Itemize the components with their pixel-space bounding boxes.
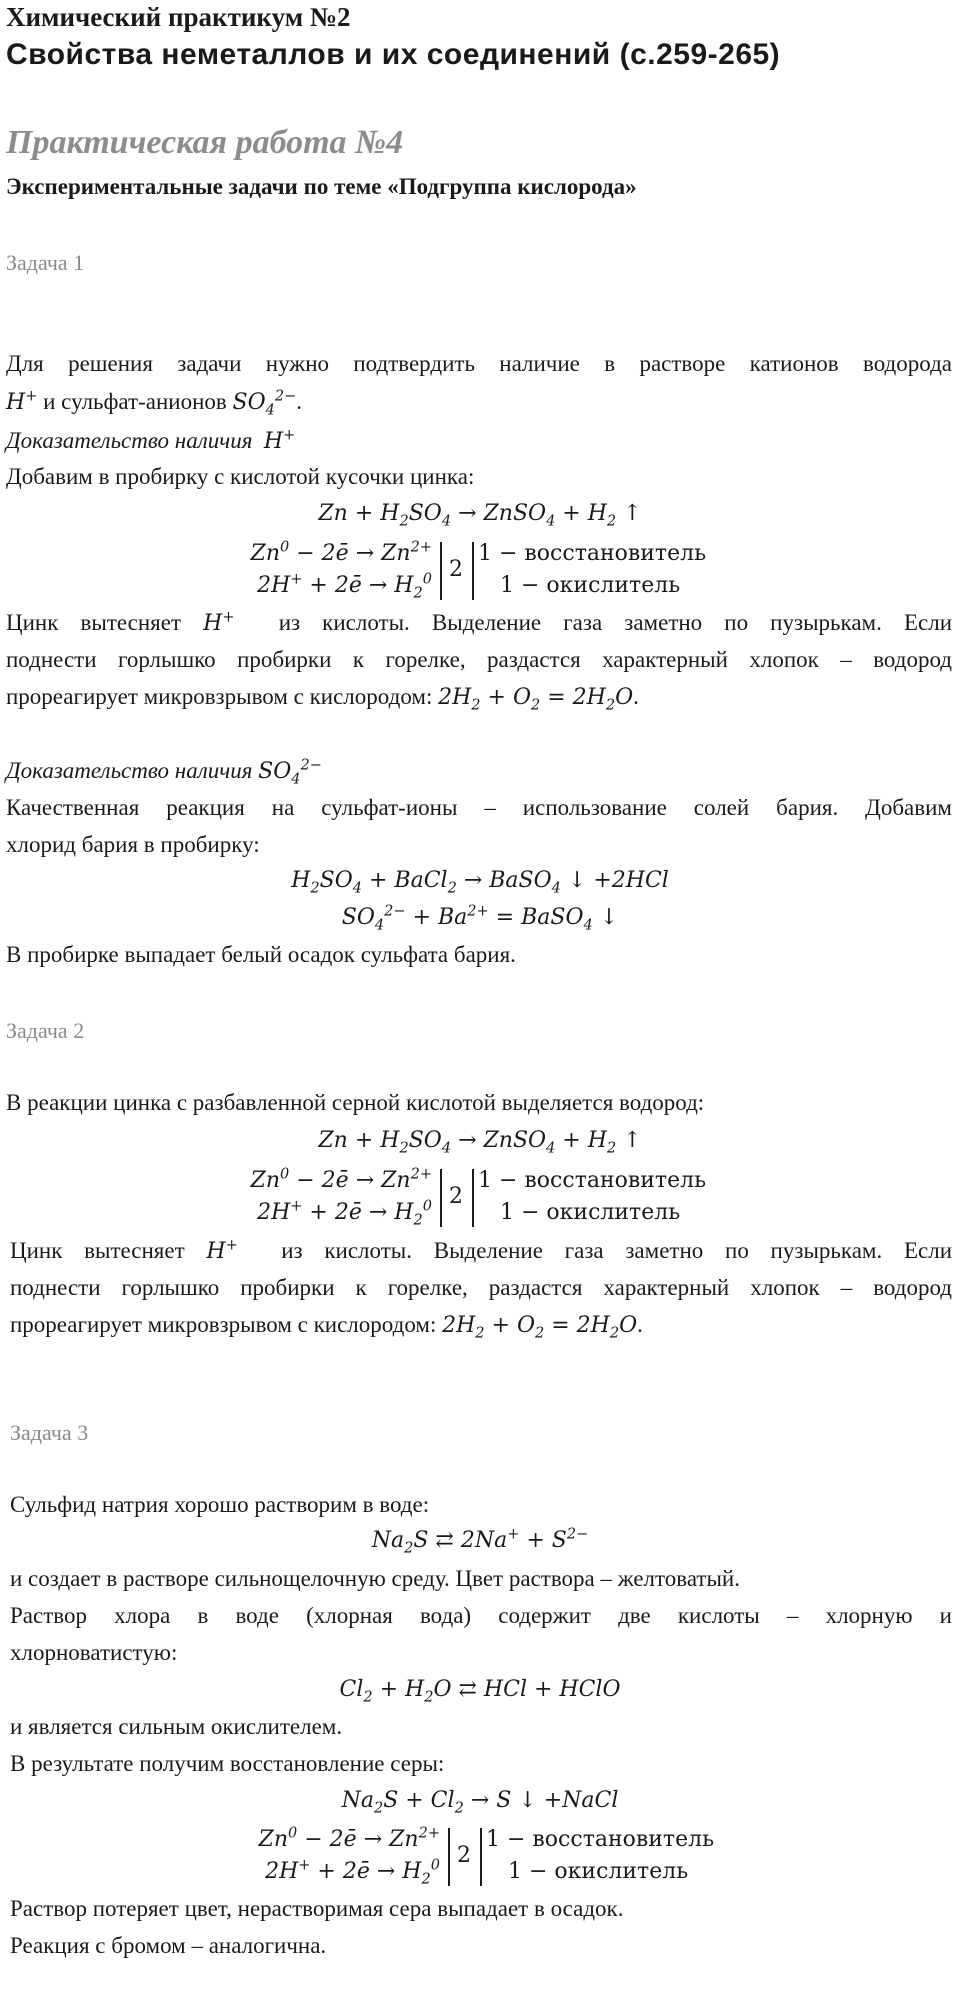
task1-barium-line1: Качественная реакция на сульфат-ионы – использование солей бария. Добавим: [6, 795, 952, 820]
equation-zn-h2so4-task2: $Zn + H_2SO_4$ → ZnSO$_4$ + $H_2$ ↑: [318, 1128, 642, 1157]
task3-line4: хлорноватистую:: [10, 1640, 178, 1665]
task2-zinc-paragraph-1: Цинк вытесняет H+ из кислоты. Выделение газа заметно по пузырькам. Если: [10, 1237, 953, 1264]
task1-proof-so4-heading: Доказательство наличия $SO_4^{2-}$: [6, 757, 322, 788]
practicum-title: Химический практикум №2: [6, 2, 351, 32]
task1-intro-line2: H+ и сульфат-анионов $SO_4^{2-}$.: [6, 388, 303, 419]
task1-add-zinc: Добавим в пробирку с кислотой кусочки цинка:: [6, 464, 475, 489]
task3-line3: Раствор хлора в воде (хлорная вода) содержит две кислоты – хлорную и: [10, 1603, 952, 1628]
task3-line8: Реакция с бромом – аналогична.: [10, 1933, 327, 1958]
formula-h-plus: H+: [6, 388, 38, 415]
task3-line1: Сульфид натрия хорошо растворим в воде:: [10, 1492, 430, 1517]
task1-intro-line1: Для решения задачи нужно подтвердить наличие в растворе катионов водорода: [6, 351, 952, 376]
task3-line7: Раствор потеряет цвет, нерастворимая сера выпадает в осадок.: [10, 1896, 624, 1921]
document-page: Химический практикум №2 Свойства неметаллов и их соединений (с.259-265) Практическая работа №4 Экспериментальные задачи по теме «Подгруппа кислорода» Задача 1 Для решения задачи нужно подтвердить наличие в растворе катионов водорода H+ и сульфат-анионов $SO_4^{2-}$. Доказательство наличия H+ Добавим в пробирку с кислотой кусочки цинка: $Zn + H_2SO_4$ → ZnSO$_4$ + $H_2$ ↑ $Zn^0$ − 2ē → $Zn^{2+}$ 2H+ + 2ē → $H_2^0$ 2 1 − восстановитель 1 − окислитель Цинк вытесняет H+ из кислоты. Выделение газа заметно по пузырькам. Если поднести горлышко пробирки к горелке, раздастся характерный хлопок – водород прореагирует микровзрывом с кислородом: $2H_2 + O_2 = 2H_2O$. Доказательство наличия $SO_4^{2-}$ Качественная реакция на сульфат-ионы – использование солей бария. Добавим хлорид бария в пробирку: $H_2SO_4$ + BaCl$_2$ → BaSO$_4$ ↓ +2HCl $SO_4^{2-} + Ba^{2+}$ = BaSO$_4$ ↓ В пробирке выпадает белый осадок сульфата бария. Задача 2 В реакции цинка с разбавленной серной кислотой выделяется водород: $Zn + H_2SO_4$ → ZnSO$_4$ + $H_2$ ↑ $Zn^0$ − 2ē → $Zn^{2+}$ 2H+ + 2ē → $H_2^0$ 2 1 − восстановитель 1 − окислитель Цинк вытесняет H+ из кислоты. Выделение газа заметно по пузырькам. Если поднести горлышко пробирки к горелке, раздастся характерный хлопок – водород прореагирует микровзрывом с кислородом: $2H_2 + O_2 = 2H_2O$. Задача 3 Сульфид натрия хорошо растворим в воде: $Na_2S$ ⇄ $2Na^+ + S^{2-}$ и создает в растворе сильнощелочную среду. Цвет раствора – желтоватый. Раствор хлора в воде (хлорная вода) содержит две кислоты – хлорную и хлорноватистую: $Cl_2 + H_2O$ ⇄ HCl + HClO и является сильным окислителем. В результате получим восстановление серы: $Na_2S + Cl_2 \to S$ ↓ +NaCl $Zn^0$ − 2ē → $Zn^{2+}$ 2H+ + 2ē → $H_2^0$ 2 1 − восстановитель 1 − окислитель Раствор потеряет цвет, нерастворимая сера выпадает в осадок. Реакция с бромом – аналогична.: [0, 0, 960, 2000]
work-subtitle: Экспериментальные задачи по теме «Подгруппа кислорода»: [6, 174, 637, 199]
task1-zinc-paragraph-1: Цинк вытесняет H+ из кислоты. Выделение газа заметно по пузырькам. Если: [6, 609, 953, 636]
task2-heading: Задача 2: [6, 1018, 85, 1043]
task2-zinc-paragraph-3: прореагирует микровзрывом с кислородом: $2H_2 + O_2 = 2H_2O$.: [10, 1312, 643, 1342]
equation-h2so4-bacl2: $H_2SO_4$ + BaCl$_2$ → BaSO$_4$ ↓ +2HCl: [291, 868, 669, 897]
formula-so4: $SO_4^{2-}$: [232, 388, 297, 419]
task2-zinc-paragraph-2: поднести горлышко пробирки к горелке, раздастся характерный хлопок – водород: [10, 1275, 952, 1300]
task1-precipitate-text: В пробирке выпадает белый осадок сульфата бария.: [6, 942, 516, 967]
task1-proof-h-heading: Доказательство наличия H+: [6, 427, 296, 454]
task3-line2: и создает в растворе сильнощелочную среду. Цвет раствора – желтоватый.: [10, 1566, 740, 1591]
equation-na2s-dissociation: $Na_2S$ ⇄ $2Na^+ + S^{2-}$: [371, 1526, 589, 1557]
task3-line5: и является сильным окислителем.: [10, 1714, 343, 1739]
task1-zinc-paragraph-2: поднести горлышко пробирки к горелке, раздастся характерный хлопок – водород: [6, 647, 952, 672]
task2-intro: В реакции цинка с разбавленной серной кислотой выделяется водород:: [6, 1090, 705, 1115]
task1-barium-line2: хлорид бария в пробирку:: [6, 832, 260, 857]
equation-zn-h2so4: $Zn + H_2SO_4$ → ZnSO$_4$ + $H_2$ ↑: [318, 501, 642, 530]
task1-heading: Задача 1: [6, 250, 85, 275]
equation-na2s-cl2: $Na_2S + Cl_2 \to S$ ↓ +NaCl: [341, 1788, 619, 1817]
equation-cl2-water: $Cl_2 + H_2O$ ⇄ HCl + HClO: [339, 1677, 621, 1706]
task1-zinc-paragraph-3: прореагирует микровзрывом с кислородом: $2H_2 + O_2 = 2H_2O$.: [6, 684, 639, 714]
work-title: Практическая работа №4: [6, 124, 404, 161]
topic-title: Свойства неметаллов и их соединений (с.259-265): [6, 38, 781, 71]
equation-ionic-baso4: $SO_4^{2-} + Ba^{2+}$ = BaSO$_4$ ↓: [341, 903, 619, 934]
task3-heading: Задача 3: [10, 1420, 89, 1445]
task3-line6: В результате получим восстановление серы:: [10, 1751, 445, 1776]
